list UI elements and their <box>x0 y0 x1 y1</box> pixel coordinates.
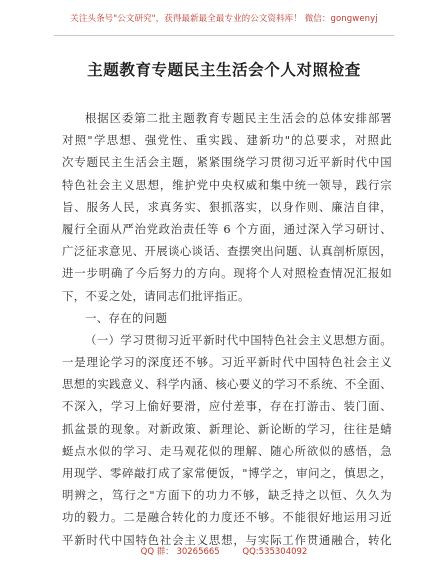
section-line: （一）学习贯彻习近平新时代中国特色社会主义思想方面。 <box>85 332 392 347</box>
header-banner: 关注头条号"公文研究"，获得最新最全最专业的公文资料库！ 微信：gongwenyj <box>70 14 378 24</box>
section-line: 一是理论学习的深度还不够。习近平新时代中国特色社会主义 <box>62 355 392 370</box>
intro-line: 对照"学思想、强党性、重实践、建新功"的总要求，对照此 <box>62 133 392 148</box>
intro-line: 特色社会主义思想，维护党中央权威和集中统一领导，践行宗 <box>62 177 392 192</box>
section-line: 用现学、零碎敲打成了家常便饭，"博学之，审问之，慎思之， <box>62 466 392 480</box>
section-line: 抓盆景的现象。对新政策、新理论、新论断的学习，往往是蜻 <box>62 421 392 436</box>
intro-line: 下，不妥之处，请同志们批评指正。 <box>62 288 250 303</box>
document-title: 主题教育专题民主生活会个人对照检查 <box>87 61 361 79</box>
intro-line: 广泛征求意见、开展谈心谈话、查摆突出问题、认真剖析原因， <box>62 244 392 259</box>
intro-line: 旨、服务人民，求真务实、狠抓落实，以身作则、廉洁自律， <box>62 199 392 214</box>
header-divider <box>54 35 394 36</box>
section-line: 功的毅力。二是融合转化的力度还不够。不能很好地运用习近 <box>62 510 392 525</box>
section-line: 平新时代中国特色社会主义思想，与实际工作贯通融合，转化 <box>62 532 392 547</box>
section-line: 蜓点水似的学习、走马观花似的理解、随心所欲似的感悟，急 <box>62 443 392 458</box>
section-line: 明辨之，笃行之"方面下的功力不够，缺乏持之以恒、久久为 <box>62 488 392 503</box>
footer-qq: QQ:535304092 <box>242 547 308 557</box>
section-heading: 一、存在的问题 <box>85 310 168 325</box>
document-body <box>62 107 392 551</box>
footer-qq-group: QQ 群： 30265665 <box>140 547 220 557</box>
intro-line: 次专题民主生活会主题，紧紧围绕学习贯彻习近平新时代中国 <box>62 155 392 170</box>
section-line: 思想的实践意义、科学内涵、核心要义的学习不系统、不全面、 <box>62 377 392 392</box>
footer-contact <box>0 545 448 557</box>
intro-line: 根据区委第二批主题教育专题民主生活会的总体安排部署 <box>85 111 392 125</box>
section-line: 不深入，学习上偷好要滑，应付差事，存在打游击、装门面、 <box>62 399 392 414</box>
intro-line: 履行全面从严治党政治责任等 6 个方面，通过深入学习研讨、 <box>62 221 392 236</box>
intro-line: 进一步明确了今后努力的方向。现将个人对照检查情况汇报如 <box>62 266 392 281</box>
